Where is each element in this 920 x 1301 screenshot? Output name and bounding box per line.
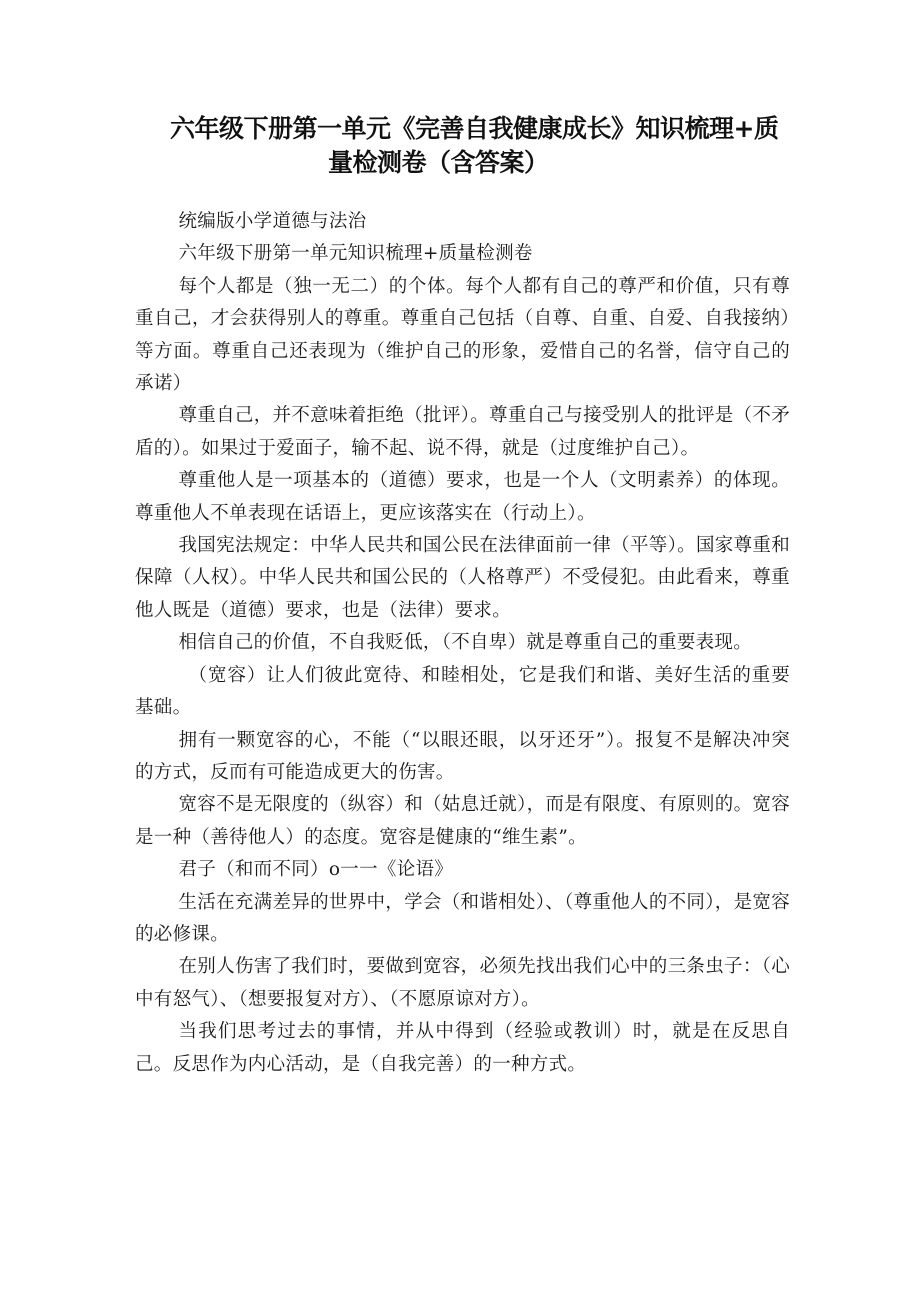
paragraph-respect-others: 尊重他人是一项基本的（道德）要求，也是一个人（文明素养）的体现。尊重他人不单表现在话语上，更应该落实在（行动上）。 bbox=[135, 470, 790, 524]
subtitle-line: 六年级下册第一单元知识梳理+质量检测卷 bbox=[178, 243, 533, 265]
paragraph-self-worth: 相信自己的价值，不自我贬低，（不自卑）就是尊重自己的重要表现。 bbox=[178, 632, 753, 654]
paragraph-self-respect: 每个人都是（独一无二）的个体。每个人都有自己的尊严和价值，只有尊重自己，才会获得别人的尊重。尊重自己包括（自尊、自重、自爱、自我接纳）等方面。尊重自己还表现为（维护自己的形象，爱惜自己的名誉，信守自己的承诺） bbox=[135, 275, 790, 395]
paragraph-differences: 生活在充满差异的世界中，学会（和谐相处）、（尊重他人的不同），是宽容的必修课。 bbox=[135, 891, 790, 945]
paragraph-no-revenge: 拥有一颗宽容的心，不能（“以眼还眼，以牙还牙”）。报复不是解决冲突的方式，反而有可能造成更大的伤害。 bbox=[135, 729, 790, 783]
paragraph-tolerance: （宽容）让人们彼此宽待、和睦相处，它是我们和谐、美好生活的重要基础。 bbox=[135, 664, 790, 719]
title-line-2: 量检测卷（含答案） bbox=[328, 148, 549, 177]
paragraph-three-worms: 在别人伤害了我们时，要做到宽容，必须先找出我们心中的三条虫子：（心中有怒气）、（想要报复对方）、（不愿原谅对方）。 bbox=[135, 956, 790, 1010]
title-line-1: 六年级下册第一单元《完善自我健康成长》知识梳理+质 bbox=[170, 114, 779, 143]
subject-line: 统编版小学道德与法治 bbox=[178, 211, 367, 232]
paragraph-reflection: 当我们思考过去的事情，并从中得到（经验或教训）时，就是在反思自己。反思作为内心活动，是（自我完善）的一种方式。 bbox=[135, 1021, 790, 1075]
paragraph-tolerance-limits: 宽容不是无限度的（纵容）和（姑息迁就），而是有限度、有原则的。宽容是一种（善待他人）的态度。宽容是健康的“维生素”。 bbox=[135, 794, 790, 848]
paragraph-constitution: 我国宪法规定：中华人民共和国公民在法律面前一律（平等）。国家尊重和保障（人权）。中华人民共和国公民的（人格尊严）不受侵犯。由此看来，尊重他人既是（道德）要求，也是（法律）要求。 bbox=[135, 535, 790, 621]
document-title bbox=[170, 112, 800, 180]
paragraph-criticism: 尊重自己，并不意味着拒绝（批评）。尊重自己与接受别人的批评是（不矛盾的）。如果过于爱面子，输不起、说不得，就是（过度维护自己）。 bbox=[135, 405, 790, 459]
paragraph-analects-quote: 君子（和而不同）o一一《论语》 bbox=[178, 859, 454, 881]
document-body bbox=[135, 206, 790, 1081]
